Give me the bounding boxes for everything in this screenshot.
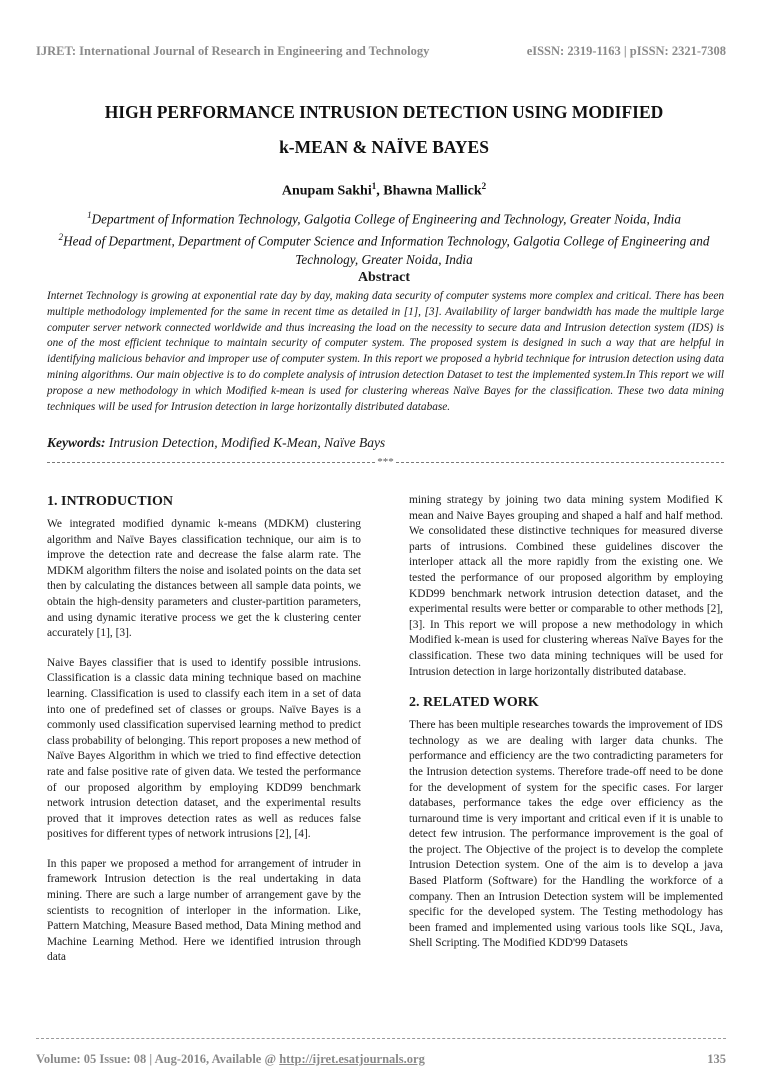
intro-paragraph-2: Naive Bayes classifier that is used to identify possible intrusions. Classification is a classic data mining technique based on machine learning. Classification is used to classify each item in a set of data into one of predefined set of classes or groups. Naïve Bayes is a commonly used classification supervised learning method to predict class probability of belonging. This report proposes a new method of Naïve Bayes Algorithm in which we tried to find effective detection rate and false positive rate of given data. We tested the performance of our proposed algorithm by employing KDD99 benchmark network intrusion detection dataset, and the experimental results proved that it improves detection rates as well as reduces false positives for different types of network intrusions [2], [4]. — [47, 656, 361, 841]
keywords-text: Intrusion Detection, Modified K-Mean, Naïve Bays — [108, 435, 386, 450]
column-left — [47, 493, 361, 980]
footer-rule — [36, 1038, 726, 1039]
journal-url-link[interactable]: http://ijret.esatjournals.org — [279, 1052, 425, 1066]
author-2: Bhawna Mallick — [383, 183, 482, 199]
abstract-heading: Abstract — [357, 270, 411, 285]
page-number: 135 — [707, 1052, 726, 1066]
intro-heading: 1. INTRODUCTION — [47, 494, 174, 509]
affiliation-2-text: Head of Department, Department of Computer Science and Information Technology, Galgotia College of Engineering and Technology, Greater Noida, India — [63, 233, 710, 267]
affiliation-2-sup: 2 — [58, 232, 64, 243]
separator-dash-left — [47, 462, 375, 463]
author-1: Anupam Sakhi — [281, 183, 372, 199]
affiliation-1 — [36, 206, 732, 228]
intro-paragraph-3: In this paper we proposed a method for arrangement of intruder in framework Intrusion detection is the real undertaking in data mining. There are such a large number of arrangement gave by the scientists to recognition of interloper in the information. Like, Pattern Matching, Measure Based method, Data Mining method and Machine Learning Method. Here we identified intrusion through data — [47, 857, 361, 964]
separator-stars: *** — [377, 456, 394, 468]
journal-name: IJRET: International Journal of Research in Engineering and Technology — [36, 44, 430, 58]
keywords — [47, 435, 724, 451]
footer-volume-text: Volume: 05 Issue: 08 | Aug-2016, Available @ — [36, 1052, 280, 1066]
paper-title — [36, 95, 732, 165]
running-footer — [36, 1052, 726, 1067]
title-line-1: HIGH PERFORMANCE INTRUSION DETECTION USING MODIFIED — [104, 102, 664, 122]
keywords-label: Keywords: — [47, 435, 106, 450]
affiliations — [36, 206, 732, 269]
column-right — [409, 493, 723, 966]
related-work-paragraph-1: There has been multiple researches towards the improvement of IDS technology as we are dealing with larger data chunks. The performance and efficiency are the two contradicting parameters for the Intrusion detection systems. Therefore trade-off need to be done for the development of system for the specific cases. For larger databases, performance takes the edge over efficiency as the turnaround time is very important and critical even if it is unable to detect few intrusion. The performance improvement is the goal of the project. The Objective of the project is to develop the complete Intrusion Detection system. One of the aim is to develop a java Based Platform (Software) for the Handling the workforce of a company. Then an Intrusion Detection system will be implemented specific for the developed system. The Testing methodology has been framed and implemented using various tools like SQL, Java, Shell Scripting. The Modified KDD'99 Datasets — [409, 719, 723, 950]
abstract-text: Internet Technology is growing at exponential rate day by day, making data security of computer systems more complex and critical. There has been multiple methodology implemented for the same in recent time as detailed in [1], [3]. Availability of larger bandwidth has made the multiple large computer server network connected worldwide and thus increasing the load on the necessity to secure data and Intrusion detection system (IDS) is one of the most efficient technique to maintain security of computer system. The proposed system is designed in such a way that are helpful in identifying malicious behavior and improper use of computer system. In this report we proposed a hybrid technique for intrusion detection using data mining algorithms. Our main objective is to do complete analysis of intrusion detection Dataset to test the implemented system.In This report we will propose a new methodology in which Modified k-mean is used for clustering whereas Naïve Bayes for the classification. These two data mining techniques will be used for Intrusion detection in large horizontally distributed database. — [47, 290, 724, 413]
related-work-heading: 2. RELATED WORK — [409, 695, 539, 711]
title-line-2: k-MEAN & NAÏVE BAYES — [279, 137, 489, 157]
intro-paragraph-1: We integrated modified dynamic k-means (MDKM) clustering algorithm and Naïve Bayes classification technique, our aim is to improve the detection rate and decrease the false alarm rate. The MDKM algorithm filters the noise and isolated points on the data set then by calculating the distances between all sample data points, we obtain the high-density parameters and cluster-partition parameters, and using dynamic iterative process we get the k clustering center accurately [1], [3]. — [47, 518, 361, 640]
section-separator — [47, 456, 724, 468]
affiliation-2 — [36, 228, 732, 268]
footer-volume — [36, 1052, 425, 1067]
intro-paragraph-3-continued: mining strategy by joining two data mining system Modified K mean and Naive Bayes grouping and shaped a half and half method. We consolidated these distinctive techniques for measured diverse parts of intrusions. Combined these guidelines discover the interloper attack all the more rapidly from the existing one. We tested the performance of our proposed algorithm by employing KDD99 benchmark network intrusion detection dataset, and the experimental results were better or comparable to other methods [2], [3]. In This report we will propose a new methodology in which Modified k-mean is used for clustering whereas Naïve Bayes for the classification. These two data mining techniques will be used for Intrusion detection in large horizontally distributed database. — [409, 494, 723, 678]
author-1-sup: 1 — [371, 181, 377, 191]
authors — [36, 181, 732, 200]
affiliation-1-sup: 1 — [87, 210, 92, 220]
author-2-sup: 2 — [481, 181, 487, 191]
author-separator: , — [376, 183, 384, 199]
separator-dash-right — [396, 462, 724, 463]
affiliation-1-text: Department of Information Technology, Galgotia College of Engineering and Technology, Greater Noida, India — [91, 211, 681, 227]
issn: eISSN: 2319-1163 | pISSN: 2321-7308 — [526, 44, 726, 58]
running-header — [36, 44, 726, 59]
